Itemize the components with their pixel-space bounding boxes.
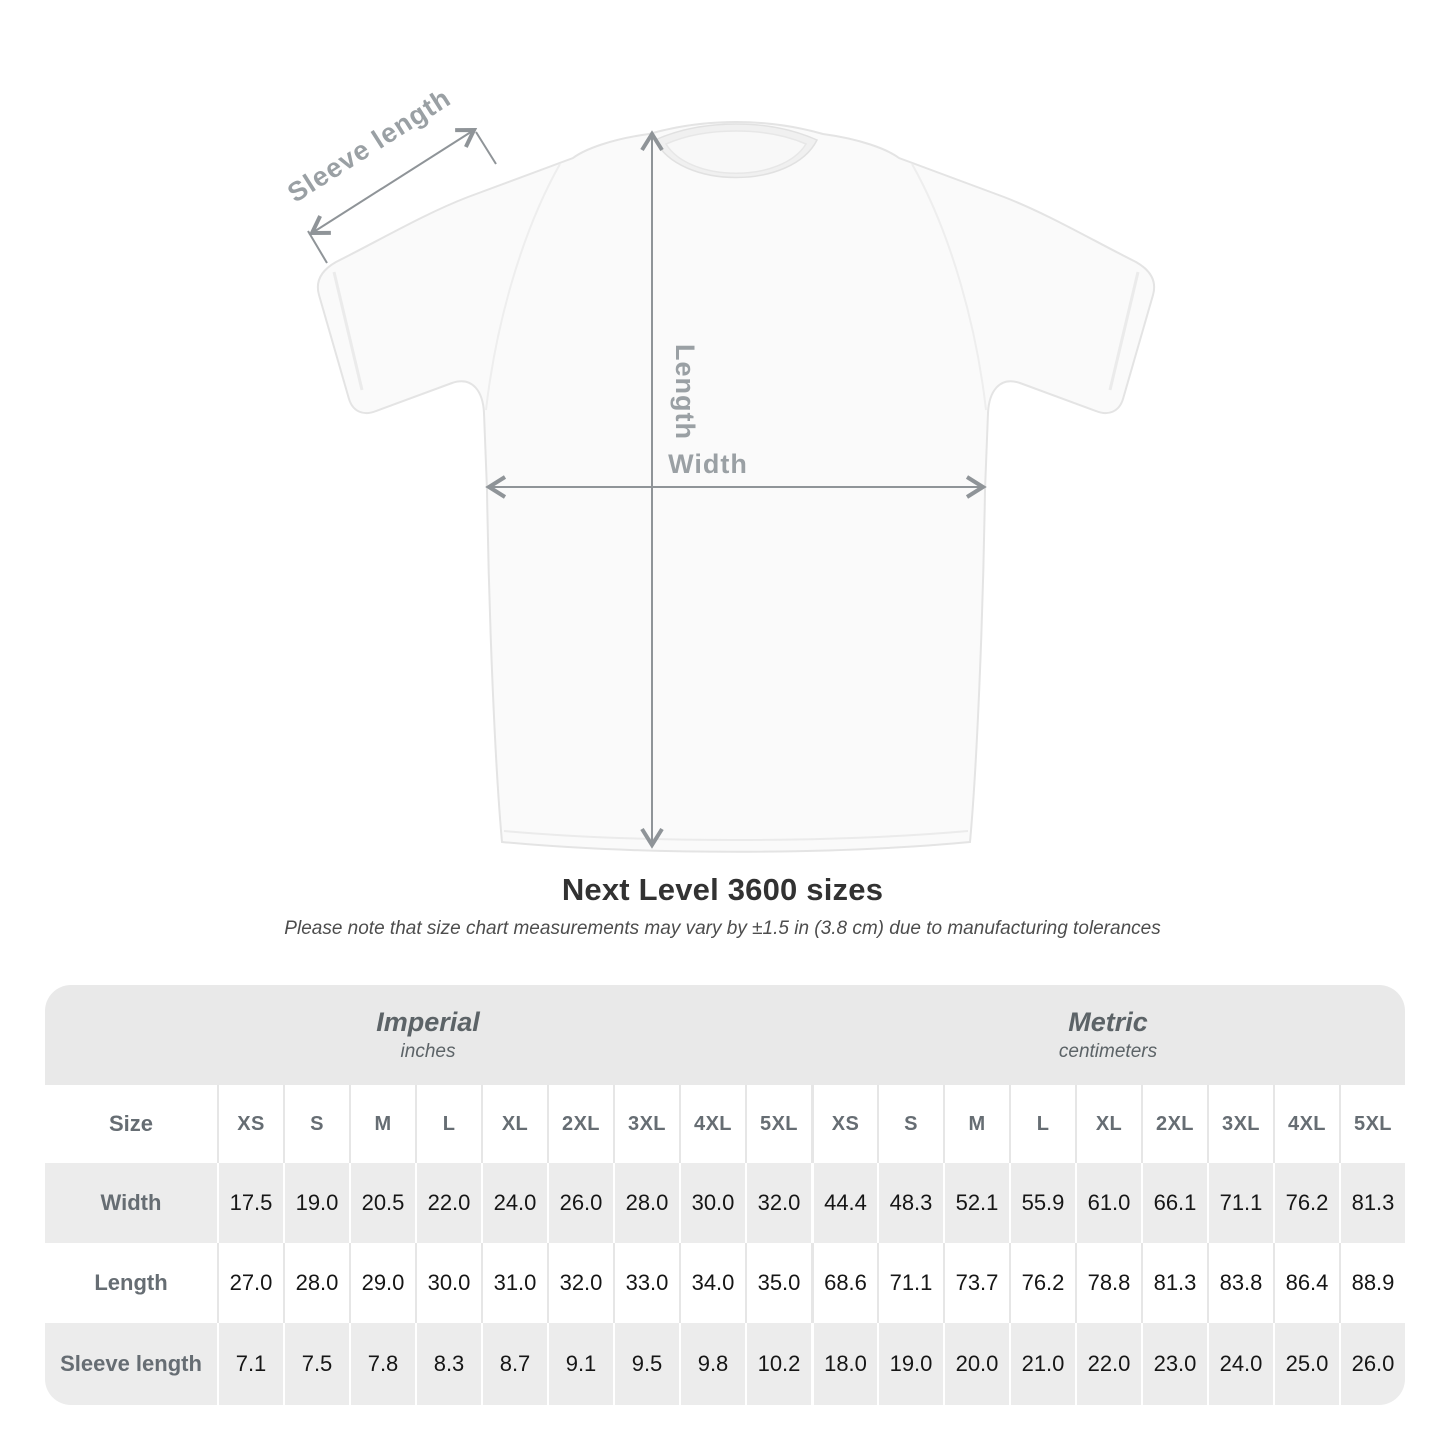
table-cell: 9.8: [679, 1323, 745, 1405]
table-cell: 10.2: [745, 1323, 811, 1405]
table-cell: 23.0: [1141, 1323, 1207, 1405]
sleeve-extension-line: [308, 231, 327, 263]
size-col-header: L: [1009, 1085, 1075, 1163]
table-cell: 19.0: [283, 1163, 349, 1243]
table-cell: 81.3: [1141, 1243, 1207, 1323]
size-col-header: 3XL: [613, 1085, 679, 1163]
table-cell: 19.0: [877, 1323, 943, 1405]
table-cell: 8.3: [415, 1323, 481, 1405]
size-col-header: 4XL: [1273, 1085, 1339, 1163]
table-cell: 66.1: [1141, 1163, 1207, 1243]
row-label-length: Length: [45, 1243, 217, 1323]
table-cell: 88.9: [1339, 1243, 1405, 1323]
table-cell: 9.5: [613, 1323, 679, 1405]
size-col-header: M: [943, 1085, 1009, 1163]
table-cell: 48.3: [877, 1163, 943, 1243]
table-cell: 18.0: [811, 1323, 877, 1405]
table-cell: 25.0: [1273, 1323, 1339, 1405]
size-col-header: M: [349, 1085, 415, 1163]
table-cell: 33.0: [613, 1243, 679, 1323]
table-cell: 86.4: [1273, 1243, 1339, 1323]
table-cell: 20.5: [349, 1163, 415, 1243]
table-cell: 32.0: [547, 1243, 613, 1323]
row-label-sleeve-length: Sleeve length: [45, 1323, 217, 1405]
size-col-header: 4XL: [679, 1085, 745, 1163]
table-cell: 9.1: [547, 1323, 613, 1405]
size-col-header: S: [877, 1085, 943, 1163]
table-cell: 26.0: [1339, 1323, 1405, 1405]
table-cell: 44.4: [811, 1163, 877, 1243]
table-cell: 22.0: [1075, 1323, 1141, 1405]
table-cell: 30.0: [679, 1163, 745, 1243]
table-cell: 29.0: [349, 1243, 415, 1323]
table-cell: 24.0: [481, 1163, 547, 1243]
table-cell: 27.0: [217, 1243, 283, 1323]
imperial-header: [45, 985, 811, 1085]
width-label: Width: [668, 449, 748, 479]
table-cell: 31.0: [481, 1243, 547, 1323]
size-col-header: 5XL: [745, 1085, 811, 1163]
table-cell: 30.0: [415, 1243, 481, 1323]
imperial-unit: inches: [400, 1041, 456, 1062]
table-cell: 71.1: [1207, 1163, 1273, 1243]
metric-unit: centimeters: [1058, 1041, 1158, 1062]
table-cell: 83.8: [1207, 1243, 1273, 1323]
size-col-header: XS: [811, 1085, 877, 1163]
table-cell: 28.0: [283, 1243, 349, 1323]
size-col-header: S: [283, 1085, 349, 1163]
sleeve-extension-line: [476, 132, 496, 164]
page-title: Next Level 3600 sizes: [561, 872, 884, 907]
table-cell: 73.7: [943, 1243, 1009, 1323]
table-cell: 20.0: [943, 1323, 1009, 1405]
table-cell: 8.7: [481, 1323, 547, 1405]
table-cell: 34.0: [679, 1243, 745, 1323]
table-cell: 7.8: [349, 1323, 415, 1405]
sleeve-length-label: Sleeve length: [282, 82, 457, 209]
size-col-header: XL: [1075, 1085, 1141, 1163]
table-cell: 24.0: [1207, 1323, 1273, 1405]
metric-header: [811, 985, 1405, 1085]
table-cell: 76.2: [1009, 1243, 1075, 1323]
table-cell: 76.2: [1273, 1163, 1339, 1243]
imperial-label: Imperial: [376, 1007, 480, 1037]
table-cell: 26.0: [547, 1163, 613, 1243]
table-cell: 78.8: [1075, 1243, 1141, 1323]
size-col-header: 3XL: [1207, 1085, 1273, 1163]
table-cell: 22.0: [415, 1163, 481, 1243]
size-table: [45, 985, 1405, 1405]
table-cell: 7.1: [217, 1323, 283, 1405]
metric-label: Metric: [1068, 1007, 1148, 1037]
size-col-header: XL: [481, 1085, 547, 1163]
table-cell: 17.5: [217, 1163, 283, 1243]
size-col-header: 2XL: [547, 1085, 613, 1163]
size-col-header: 5XL: [1339, 1085, 1405, 1163]
size-col-header: XS: [217, 1085, 283, 1163]
table-cell: 32.0: [745, 1163, 811, 1243]
tolerance-note: Please note that size chart measurements may vary by ±1.5 in (3.8 cm) due to manufacturing tolerances: [284, 918, 1161, 939]
table-cell: 52.1: [943, 1163, 1009, 1243]
size-row-label: Size: [45, 1085, 217, 1163]
table-cell: 55.9: [1009, 1163, 1075, 1243]
table-cell: 71.1: [877, 1243, 943, 1323]
table-cell: 21.0: [1009, 1323, 1075, 1405]
table-cell: 81.3: [1339, 1163, 1405, 1243]
table-cell: 35.0: [745, 1243, 811, 1323]
table-cell: 61.0: [1075, 1163, 1141, 1243]
row-label-width: Width: [45, 1163, 217, 1243]
size-col-header: L: [415, 1085, 481, 1163]
table-cell: 28.0: [613, 1163, 679, 1243]
size-col-header: 2XL: [1141, 1085, 1207, 1163]
table-cell: 68.6: [811, 1243, 877, 1323]
table-cell: 7.5: [283, 1323, 349, 1405]
length-label: Length: [670, 344, 700, 440]
